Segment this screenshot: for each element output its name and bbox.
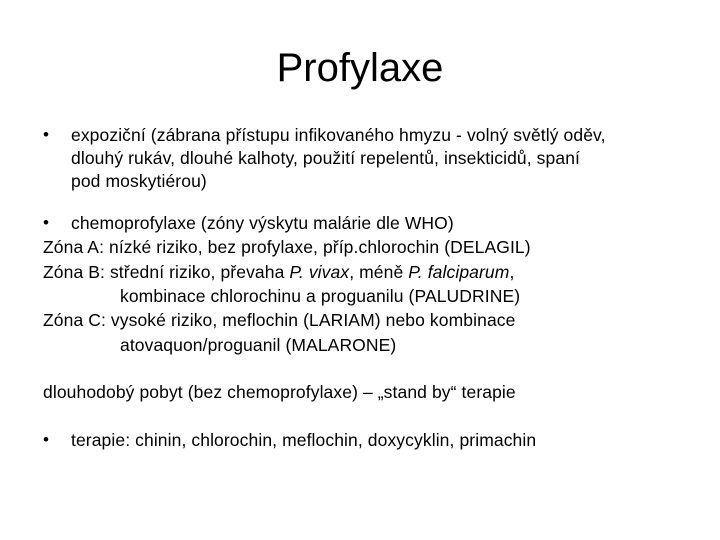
bullet-marker: • [43, 430, 49, 449]
item1-line1: expoziční (zábrana přístupu infikovaného hmyzu - volný světlý oděv, [71, 125, 606, 145]
zone-b-species-falciparum: P. falciparum [408, 262, 510, 282]
zone-c-line [43, 310, 515, 330]
zone-a-label: Zóna A [43, 237, 100, 257]
long-stay-text: dlouhodobý pobyt (bez chemoprofylaxe) – „stand by“ terapie [43, 382, 516, 402]
item2-text: chemoprofylaxe (zóny výskytu malárie dle WHO) [71, 213, 454, 233]
zone-c-label: Zóna C [43, 310, 101, 330]
zone-b-text-mid: , méně [349, 262, 409, 282]
zone-a-text: : nízké riziko, bez profylaxe, příp.chlorochin (DELAGIL) [99, 237, 531, 257]
zone-b-species-vivax: P. vivax [289, 262, 350, 282]
slide-title: Profylaxe [276, 46, 444, 90]
bullet-marker: • [43, 125, 49, 144]
zone-b-text-post: , [509, 262, 515, 282]
zone-b-line2: kombinace chlorochinu a proguanilu (PALUDRINE) [120, 286, 521, 306]
zone-b-text-pre: : střední riziko, převaha [100, 262, 290, 282]
bullet-marker: • [43, 213, 49, 232]
item3-text: terapie: chinin, chlorochin, meflochin, doxycyklin, primachin [71, 430, 537, 450]
zone-c-text: : vysoké riziko, meflochin (LARIAM) nebo kombinace [101, 310, 516, 330]
item1-line2: dlouhý rukáv, dlouhé kalhoty, použití repelentů, insekticidů, spaní [71, 148, 580, 168]
zone-c-line2: atovaquon/proguanil (MALARONE) [120, 335, 397, 355]
item1-line3: pod moskytiérou) [71, 171, 207, 191]
zone-b-label: Zóna B [43, 262, 101, 282]
zone-a-line [43, 237, 531, 257]
zone-b-line [43, 262, 514, 282]
